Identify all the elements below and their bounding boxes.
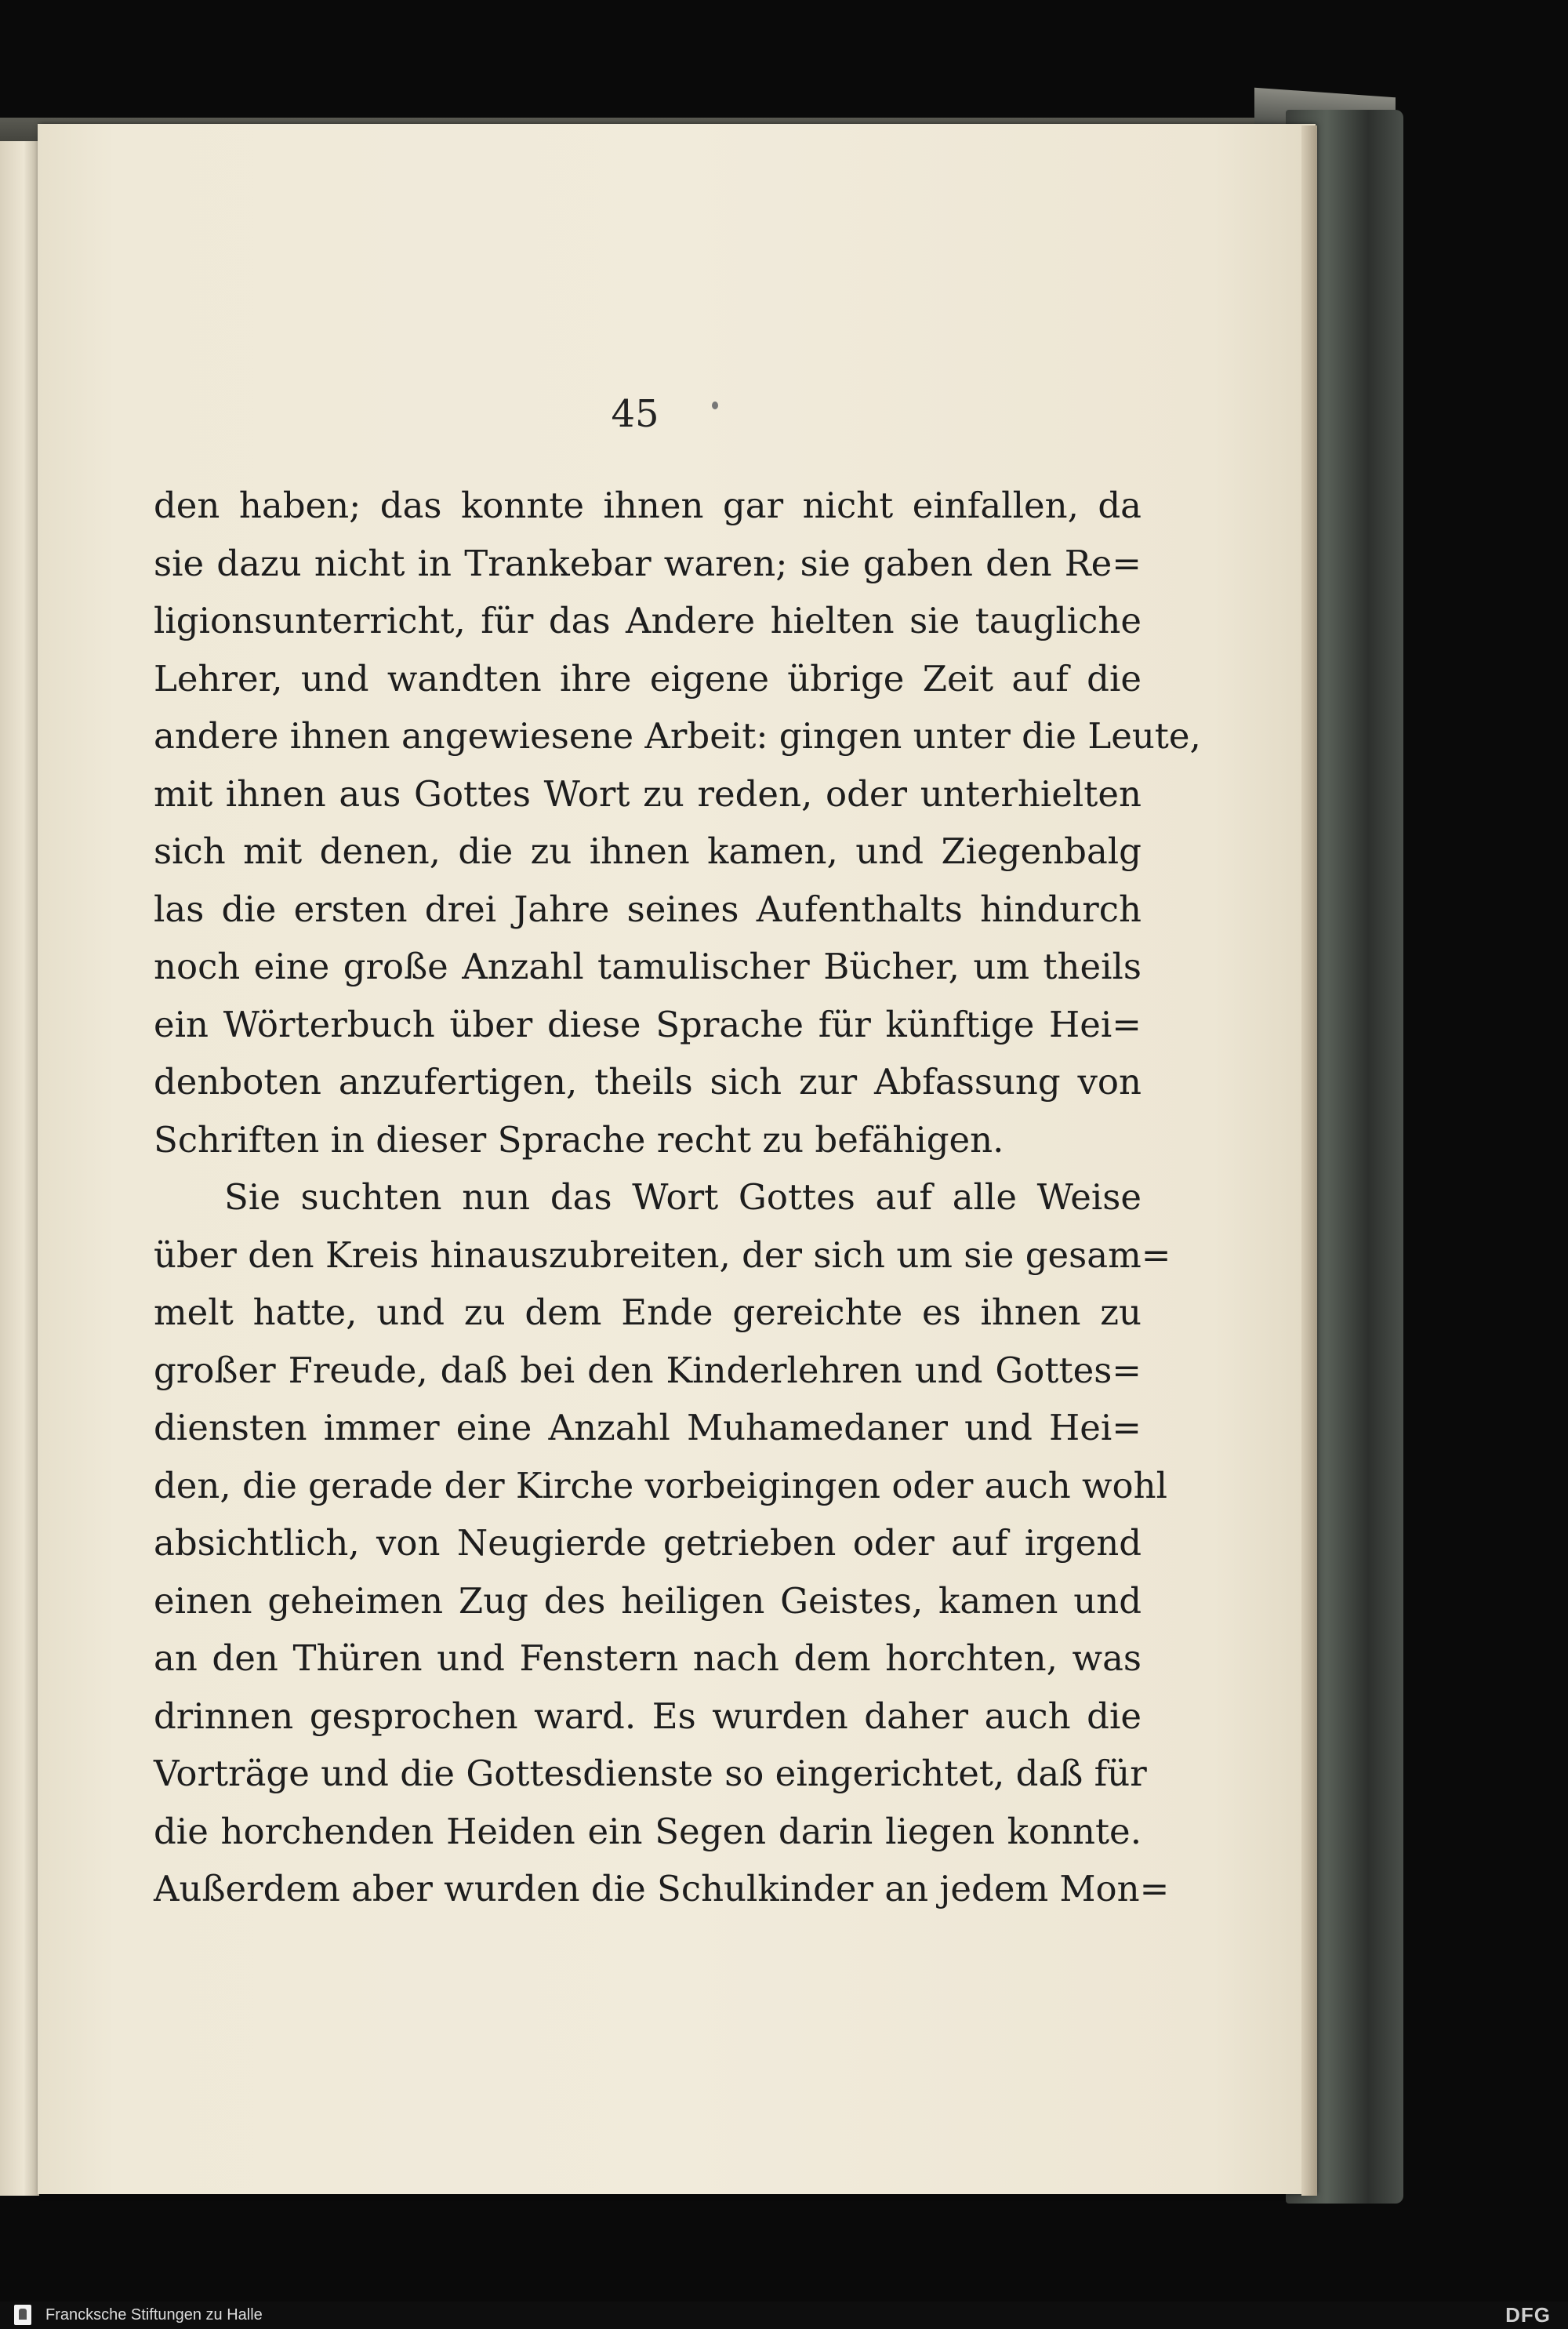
text-line: absichtlich, von Neugierde getrieben oder auf irgend	[154, 1522, 1142, 1564]
text-line: drinnen gesprochen ward. Es wurden daher auch die	[154, 1695, 1142, 1737]
text-line: noch eine große Anzahl tamulischer Bücher, um theils	[154, 946, 1142, 987]
text-line: Außerdem aber wurden die Schulkinder an jedem Mon=	[154, 1868, 1170, 1909]
text-line: die horchenden Heiden ein Segen darin liegen konnte.	[154, 1810, 1142, 1852]
facing-page-edge	[0, 141, 39, 2196]
text-line: Sie suchten nun das Wort Gottes auf alle Weise	[224, 1176, 1142, 1218]
foundation-logo-icon	[14, 2305, 31, 2325]
text-line: einen geheimen Zug des heiligen Geistes, kamen und	[154, 1579, 1142, 1622]
viewer-footer	[0, 2302, 1568, 2329]
dfg-logo: DFG	[1505, 2303, 1551, 2327]
text-line: sich mit denen, die zu ihnen kamen, und Ziegenbalg	[154, 830, 1142, 872]
page-number: 45	[611, 392, 659, 436]
text-line: den, die gerade der Kirche vorbeigingen oder auch wohl	[154, 1464, 1167, 1506]
text-line: denboten anzufertigen, theils sich zur Abfassung von	[154, 1061, 1142, 1103]
text-line: Schriften in dieser Sprache recht zu befähigen.	[154, 1118, 1004, 1161]
text-line: mit ihnen aus Gottes Wort zu reden, oder unterhielten	[154, 772, 1142, 815]
institution-label: Francksche Stiftungen zu Halle	[45, 2306, 263, 2324]
text-line: Vorträge und die Gottesdienste so eingerichtet, daß für	[154, 1753, 1147, 1794]
text-line: sie dazu nicht in Trankebar waren; sie gaben den Re=	[154, 542, 1142, 584]
text-line: ligionsunterricht, für das Andere hielten sie taugliche	[154, 600, 1142, 641]
text-line: andere ihnen angewiesene Arbeit: gingen unter die Leute,	[154, 715, 1201, 757]
text-line: an den Thüren und Fenstern nach dem horchten, was	[154, 1637, 1142, 1679]
text-line: las die ersten drei Jahre seines Aufenthalts hindurch	[154, 888, 1142, 930]
text-line: melt hatte, und zu dem Ende gereichte es ihnen zu	[154, 1292, 1142, 1333]
text-line: den haben; das konnte ihnen gar nicht einfallen, da	[154, 485, 1142, 526]
text-line: großer Freude, daß bei den Kinderlehren und Gottes=	[154, 1349, 1142, 1391]
text-line: Lehrer, und wandten ihre eigene übrige Zeit auf die	[154, 657, 1142, 699]
page-right-edge	[1301, 125, 1317, 2196]
text-line: über den Kreis hinauszubreiten, der sich um sie gesam=	[154, 1234, 1171, 1276]
page-text	[154, 477, 1201, 1918]
ink-dot	[712, 401, 718, 409]
text-line: diensten immer eine Anzahl Muhamedaner und Hei=	[154, 1407, 1142, 1448]
text-line: ein Wörterbuch über diese Sprache für künftige Hei=	[154, 1003, 1142, 1045]
